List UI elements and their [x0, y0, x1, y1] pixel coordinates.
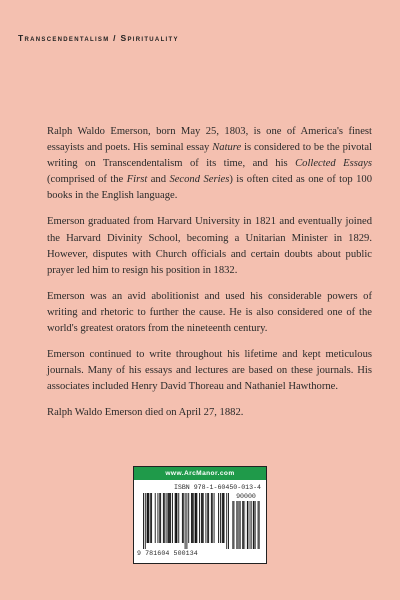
- barcode-bar: [182, 493, 183, 543]
- paragraph-abolitionist: [47, 289, 372, 337]
- barcode-bar: [214, 493, 215, 543]
- barcode-bar: [208, 493, 209, 543]
- barcode-bar: [205, 493, 206, 543]
- barcode-bar: [164, 493, 165, 543]
- barcode-bar: [233, 501, 234, 549]
- price-code: 90000: [236, 493, 256, 500]
- italic-title: First: [126, 174, 148, 186]
- barcode-bar: [143, 493, 144, 549]
- barcode-bar: [202, 493, 203, 543]
- barcode-bar: [176, 493, 177, 543]
- barcode-bar: [247, 501, 248, 549]
- text-run: Emerson graduated from Harvard University in 1821 and eventually joined the Harvard Divinity School, becoming a Unitarian Minister in 1829. However, disputes with Church officials and certain doubts about public prayer led him to resign his position in 1832.: [47, 216, 372, 276]
- barcode-bar: [175, 493, 176, 543]
- barcode-bar: [249, 501, 250, 549]
- barcode-bar: [245, 501, 246, 549]
- isbn-number: ISBN 978-1-60450-013-4: [173, 484, 261, 491]
- barcode-bar: [232, 501, 233, 549]
- barcode-bar: [191, 493, 192, 543]
- barcode-bar: [196, 493, 197, 543]
- barcode-bar: [218, 493, 219, 543]
- text-run: Ralph Waldo Emerson, born May 25, 1803, is one of America's finest essayists and poets. His seminal essay: [47, 126, 372, 154]
- barcode-bar: [203, 493, 204, 543]
- barcode-panel: [133, 466, 267, 564]
- barcode-bar: [258, 501, 259, 549]
- barcode-bar: [243, 501, 244, 549]
- barcode-bar: [259, 501, 260, 549]
- barcode-bar: [170, 493, 171, 543]
- barcode-bar: [258, 501, 259, 549]
- book-category: Transcendentalism / Spirituality: [18, 33, 179, 43]
- barcode-bar: [188, 493, 189, 543]
- barcode-bar: [160, 493, 161, 543]
- barcode-bar: [253, 501, 254, 549]
- paragraph-education: [47, 214, 372, 278]
- text-run: Emerson continued to write throughout his lifetime and kept meticulous journals. Many of his essays and lectures are based on these journals. His associates included Henry David Thoreau and Nathaniel Hawthorne.: [47, 349, 372, 393]
- barcode-bar: [157, 493, 158, 543]
- barcode-bar: [169, 493, 170, 543]
- barcode-bar: [238, 501, 239, 549]
- italic-title: Second Series: [169, 174, 230, 186]
- text-run: and: [147, 174, 170, 186]
- barcode-bar: [250, 501, 251, 549]
- barcode-bar: [242, 501, 243, 549]
- barcode-bar: [192, 493, 193, 543]
- barcode-bar: [220, 493, 221, 543]
- barcode-bar: [253, 501, 254, 549]
- barcode-bar: [255, 501, 256, 549]
- italic-title: Collected Essays: [295, 158, 372, 170]
- barcode-bar: [155, 493, 156, 543]
- barcode-bar: [145, 493, 146, 549]
- barcode-bar: [243, 501, 244, 549]
- addon-barcode: [232, 501, 260, 549]
- barcode-bar: [159, 493, 160, 543]
- barcode-bar: [167, 493, 168, 543]
- barcode-bar: [247, 501, 248, 549]
- barcode-bar: [166, 493, 167, 543]
- text-run: is considered to be the pivotal writing on Transcendentalism of its time, and his: [47, 142, 373, 170]
- barcode-bar: [196, 493, 197, 543]
- ean-digits: 9 781604 500134: [137, 550, 198, 557]
- barcode-bar: [201, 493, 202, 543]
- paragraph-biography: [47, 124, 372, 204]
- barcode-bar: [148, 493, 149, 543]
- barcode-bar: [178, 493, 179, 543]
- ean-barcode: [143, 493, 229, 549]
- text-run: Emerson was an avid abolitionist and used his considerable powers of writing and rhetoric to further the cause. He is also considered one of the world's greatest orators from the nineteenth century.: [47, 290, 372, 335]
- barcode-bar: [147, 493, 148, 543]
- barcode-bar: [228, 493, 229, 549]
- barcode-bar: [168, 493, 169, 543]
- barcode-bar: [193, 493, 194, 543]
- barcode-bar: [150, 493, 151, 543]
- barcode-bar: [254, 501, 255, 549]
- publisher-url: www.ArcManor.com: [134, 467, 266, 480]
- barcode-bar: [172, 493, 173, 543]
- barcode-bar: [195, 493, 196, 543]
- barcode-bar: [226, 493, 227, 549]
- barcode-bar: [234, 501, 235, 549]
- barcode-bar: [251, 501, 252, 549]
- barcode-bar: [222, 493, 223, 543]
- barcode-bar: [185, 493, 186, 549]
- paragraph-journals: [47, 347, 372, 395]
- barcode-bar: [151, 493, 152, 543]
- barcode-bar: [236, 501, 237, 549]
- barcode-bar: [224, 493, 225, 543]
- text-run: (comprised of the: [47, 174, 127, 186]
- barcode-bar: [148, 493, 149, 543]
- barcode-bar: [237, 501, 238, 549]
- paragraph-death: [47, 405, 372, 421]
- barcode-bar: [163, 493, 164, 543]
- barcode-bar: [176, 493, 177, 543]
- barcode-bar: [211, 493, 212, 543]
- barcode-bar: [186, 493, 187, 549]
- text-run: Ralph Waldo Emerson died on April 27, 1882.: [47, 407, 244, 419]
- barcode-bar: [212, 493, 213, 543]
- italic-title: Nature: [212, 142, 242, 154]
- back-cover-description: [47, 124, 372, 422]
- barcode-bar: [183, 493, 184, 543]
- barcode-bar: [223, 493, 224, 543]
- barcode-bar: [240, 501, 241, 549]
- barcode-bar: [207, 493, 208, 543]
- text-run: ) is often cited as one of top 100 books in the English language.: [47, 174, 373, 202]
- barcode-bar: [239, 501, 240, 549]
- barcode-bar: [199, 493, 200, 543]
